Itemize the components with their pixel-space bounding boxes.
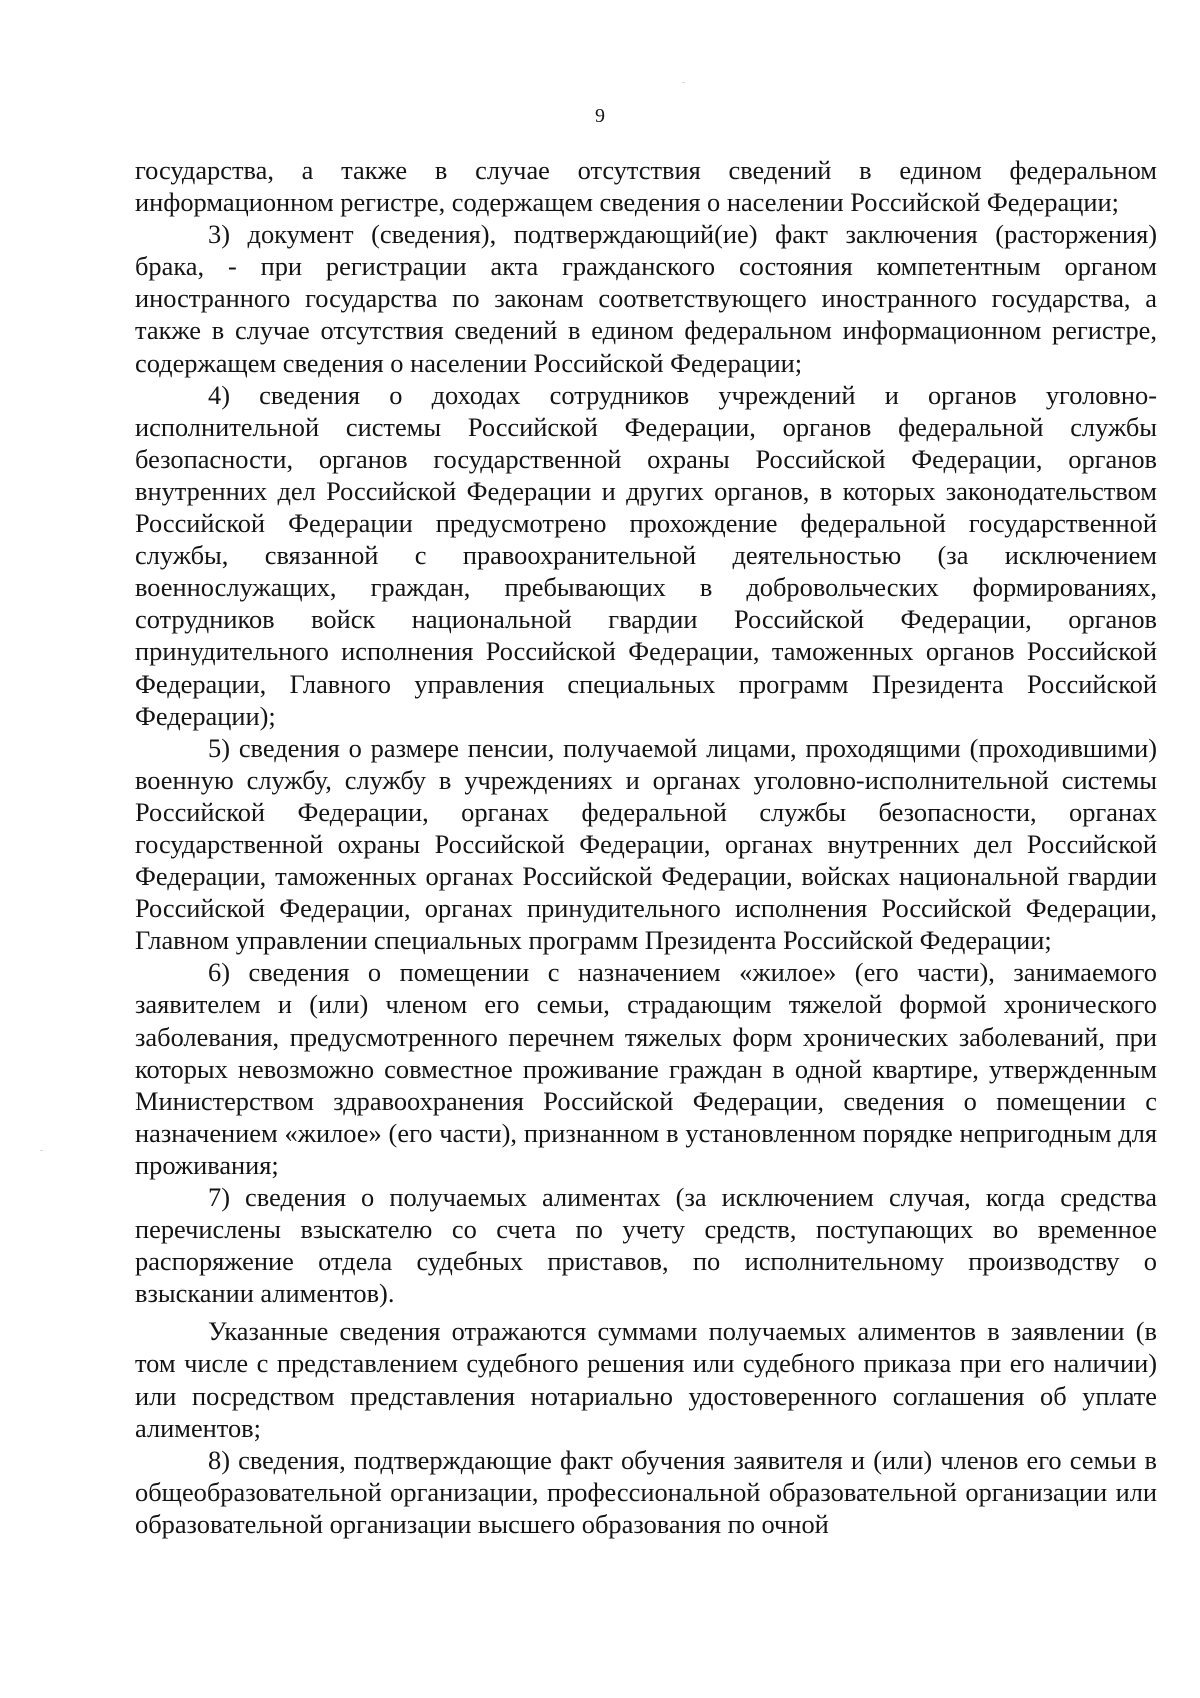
paragraph-item-5: 5) сведения о размере пенсии, получаемой лицами, проходящими (проходившими) военную службу, службу в учреждениях и органах уголовно-исполнительной системы Российской Федерации, органах федеральной службы безопасности, органах государственной охраны Российской Федерации, органах внутренних дел Российской Федерации, таможенных органах Российской Федерации, войсках национальной гвардии Российской Федерации, органах принудительного исполнения Российской Федерации, Главном управлении специальных программ Президента Российской Федерации; — [135, 732, 1157, 956]
paragraph-item-3: 3) документ (сведения), подтверждающий(ие) факт заключения (расторжения) брака, - при регистрации акта гражданского состояния компетентным органом иностранного государства по законам соответствующего иностранного государства, а также в случае отсутствия сведений в едином федеральном информационном регистре, содержащем сведения о населении Российской Федерации; — [135, 219, 1157, 378]
scan-speck — [682, 82, 685, 83]
paragraph-item-8: 8) сведения, подтверждающие факт обучения заявителя и (или) членов его семьи в общеобразовательной организации, профессиональной образовательной организации или образовательной организации высшего образования по очной — [135, 1444, 1157, 1539]
paragraph-item-4: 4) сведения о доходах сотрудников учреждений и органов уголовно-исполнительной системы Российской Федерации, органов федеральной службы безопасности, органов государственной охраны Российской Федерации, органов внутренних дел Российской Федерации и других органов, в которых законодательством Российской Федерации предусмотрено прохождение федеральной государственной службы, связанной с правоохранительной деятельностью (за исключением военнослужащих, граждан, пребывающих в добровольческих формированиях, сотрудников войск национальной гвардии Российской Федерации, органов принудительного исполнения Российской Федерации, таможенных органов Российской Федерации, Главного управления специальных программ Президента Российской Федерации); — [135, 379, 1157, 731]
paragraph-item-7: 7) сведения о получаемых алиментах (за исключением случая, когда средства перечислены взыскателю со счета по учету средств, поступающих во временное распоряжение отдела судебных приставов, по исполнительному производству о взыскании алиментов). — [135, 1182, 1157, 1309]
paragraph-continuation: государства, а также в случае отсутствия сведений в едином федеральном информационном регистре, содержащем сведения о населении Российской Федерации; — [135, 155, 1157, 218]
document-body — [135, 154, 1157, 1540]
paragraph-item-7-note: Указанные сведения отражаются суммами получаемых алиментов в заявлении (в том числе с представлением судебного решения или судебного приказа при его наличии) или посредством представления нотариально удостоверенного соглашения об уплате алиментов; — [135, 1316, 1157, 1443]
scan-speck — [40, 1150, 43, 1151]
paragraph-item-6: 6) сведения о помещении с назначением «жилое» (его части), занимаемого заявителем и (или) членом его семьи, страдающим тяжелой формой хронического заболевания, предусмотренного перечнем тяжелых форм хронических заболеваний, при которых невозможно совместное проживание граждан в одной квартире, утвержденным Министерством здравоохранения Российской Федерации, сведения о помещении с назначением «жилое» (его части), признанном в установленном порядке непригодным для проживания; — [135, 957, 1157, 1180]
page-number: 9 — [595, 105, 605, 127]
